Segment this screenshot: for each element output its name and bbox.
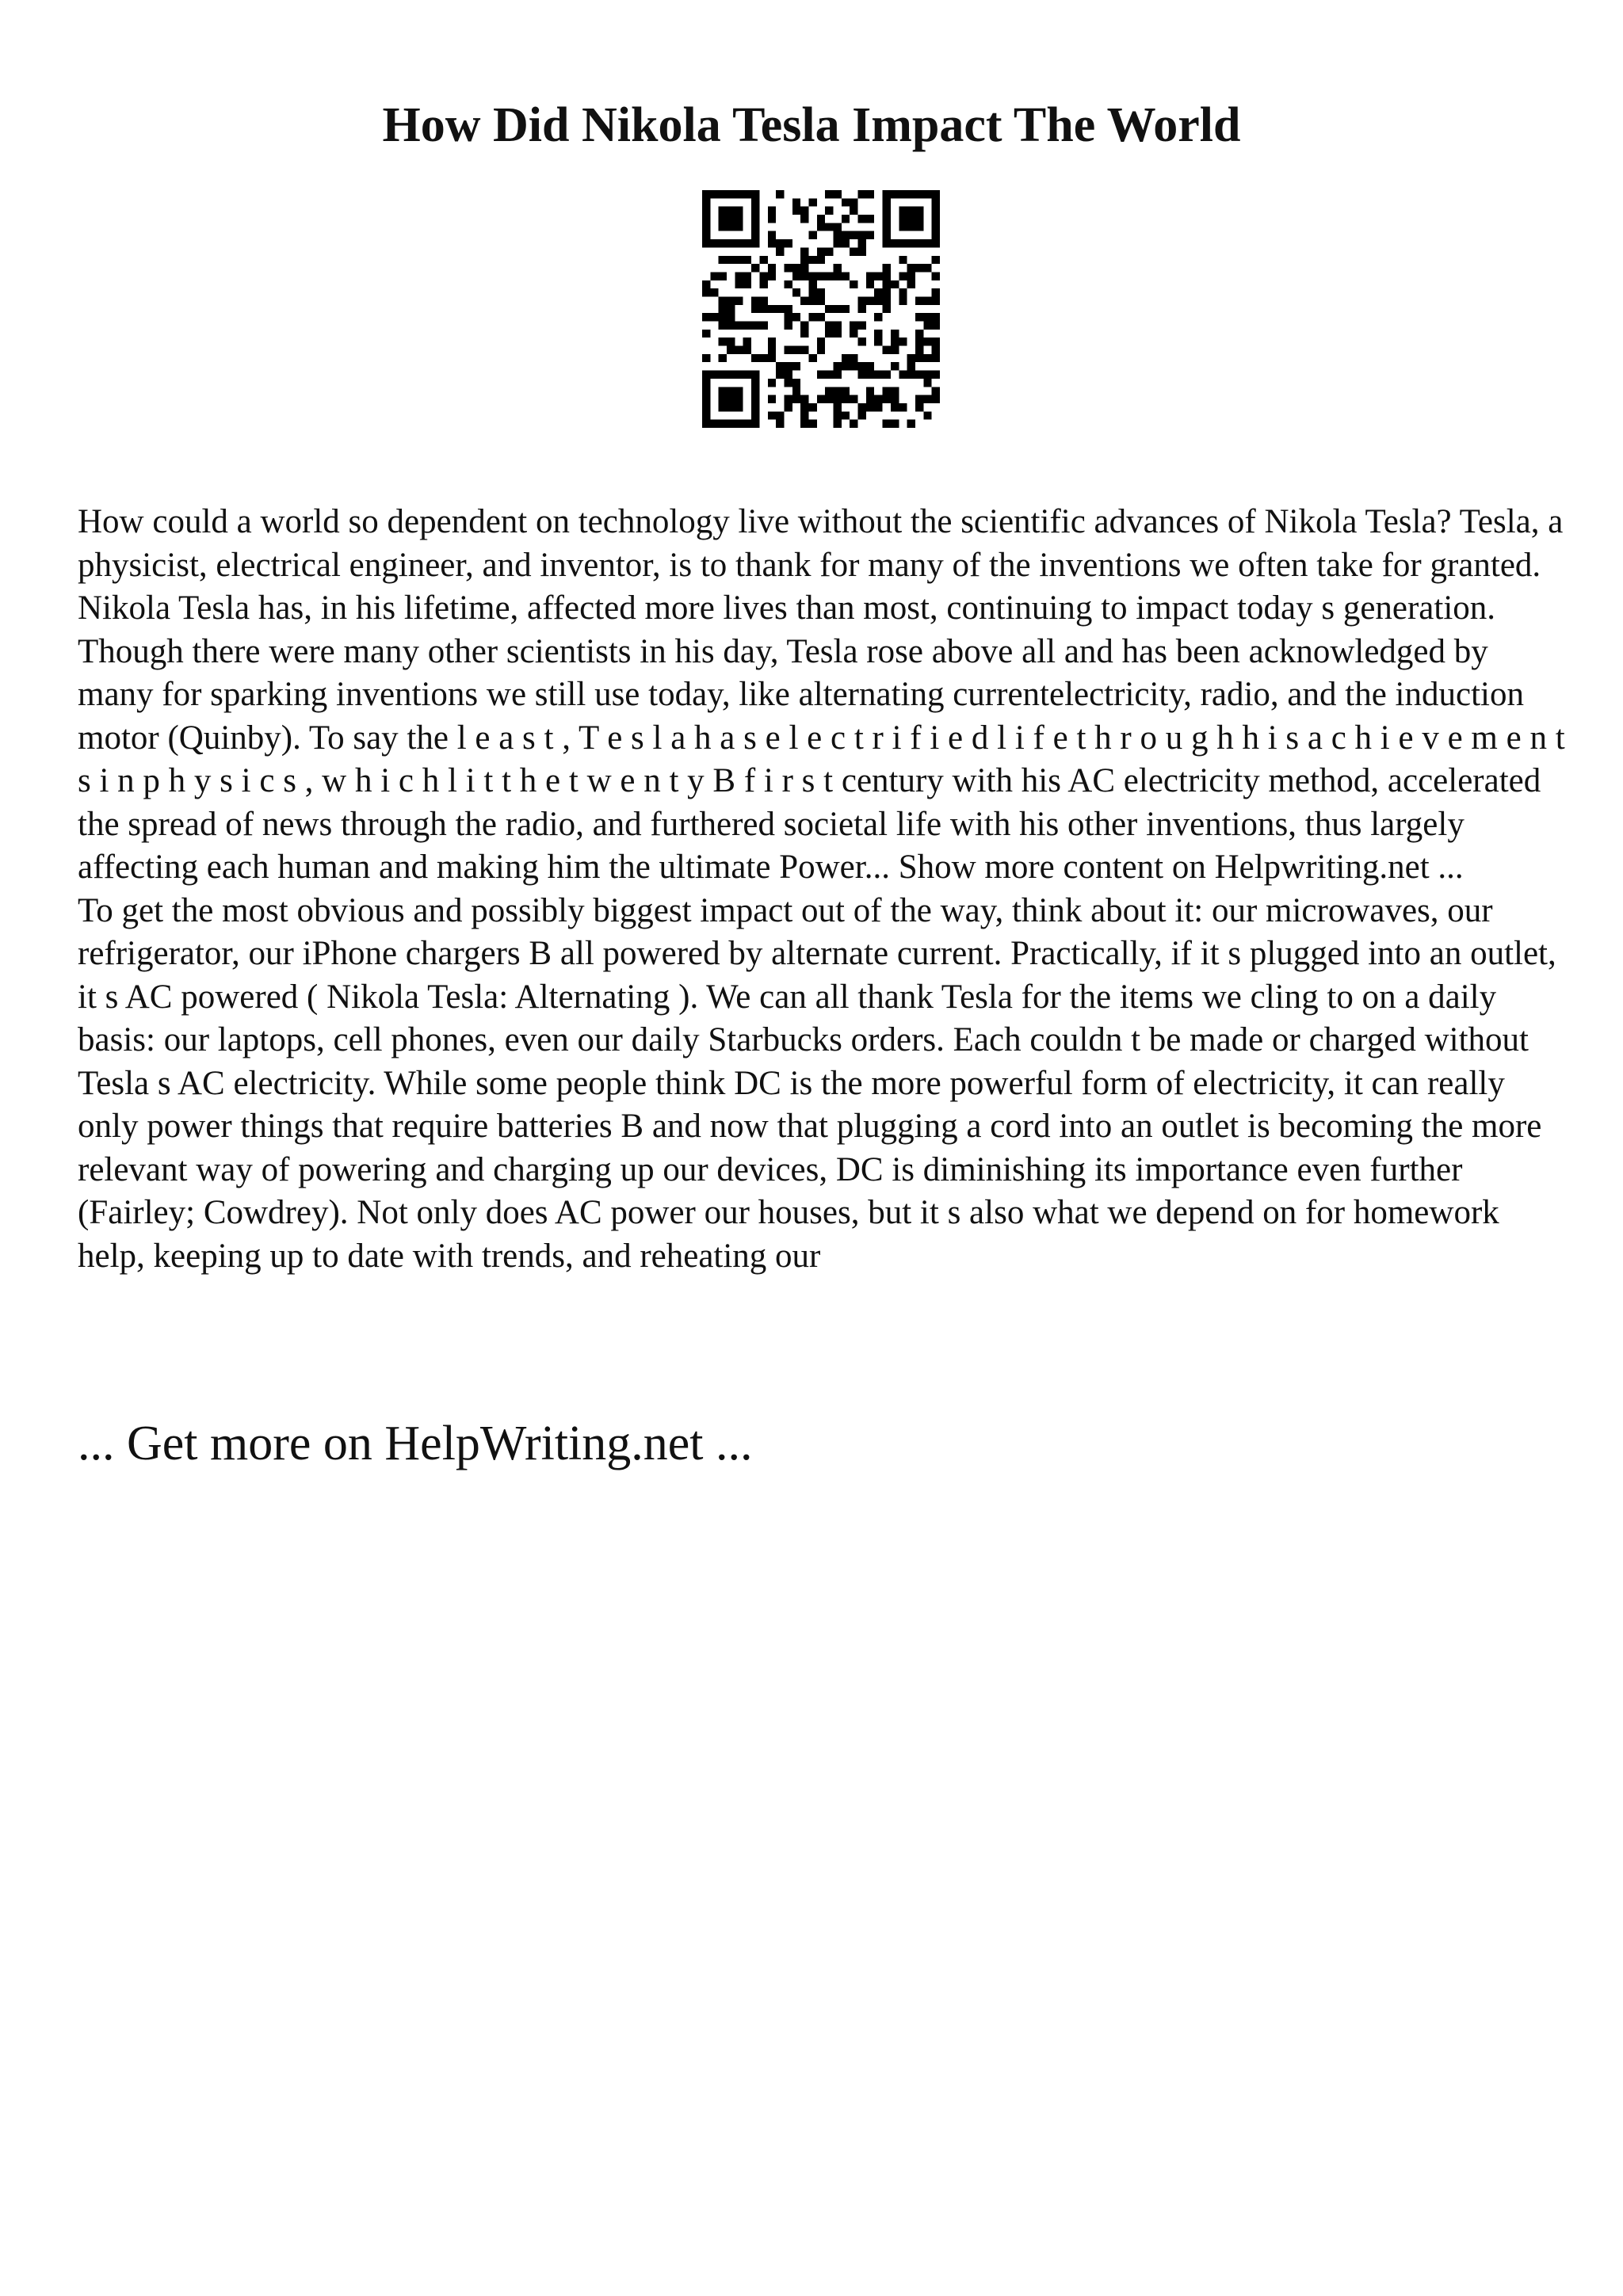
article-body — [78, 501, 1569, 1278]
paragraph-1: How could a world so dependent on technology live without the scientific advances of Nikola Tesla? Tesla, a physicist, electrical engineer, and inventor, is to thank for many of the inventions we often take for granted. Nikola Tesla has, in his lifetime, affected more lives than most, continuing to impact today s generation. Though there were many other scientists in his day, Tesla rose above all and has been acknowledged by many for sparking inventions we still use today, like alternating currentelectricity, radio, and the induction motor (Quinby). To say the l e a s t , T e s l a h a s e l e c t r i f i e d l i f e t h r o u g h h i s a c h i e v e m e n t s i n p h y s i c s , w h i c h l i t t h e t w e n t y B f i r s t century with his AC electricity method, accelerated the spread of news through the radio, and furthered societal life with his other inventions, thus largely affecting each human and making him the ultimate Power... Show more content on Helpwriting.net ... — [78, 503, 1565, 886]
page-title: How Did Nikola Tesla Impact The World — [382, 98, 1241, 152]
paragraph-2: To get the most obvious and possibly biggest impact out of the way, think about it: our microwaves, our refrigerator, our iPhone chargers B all powered by alternate current. Practically, if it s plugged into an outlet, it s AC powered ( Nikola Tesla: Alternating ). We can all thank Tesla for the items we cling to on a daily basis: our laptops, cell phones, even our daily Starbucks orders. Each couldn t be made or charged without Tesla s AC electricity. While some people think DC is the more powerful form of electricity, it can really only power things that require batteries B and now that plugging a cord into an outlet is becoming the more relevant way of powering and charging up our devices, DC is diminishing its importance even further (Fairley; Cowdrey). Not only does AC power our houses, but it s also what we depend on for homework help, keeping up to date with trends, and reheating our — [78, 891, 1556, 1275]
qr-code-icon — [702, 190, 940, 428]
get-more-link[interactable]: ... Get more on HelpWriting.net ... — [78, 1417, 753, 1470]
qr-code-graphic — [702, 190, 940, 428]
